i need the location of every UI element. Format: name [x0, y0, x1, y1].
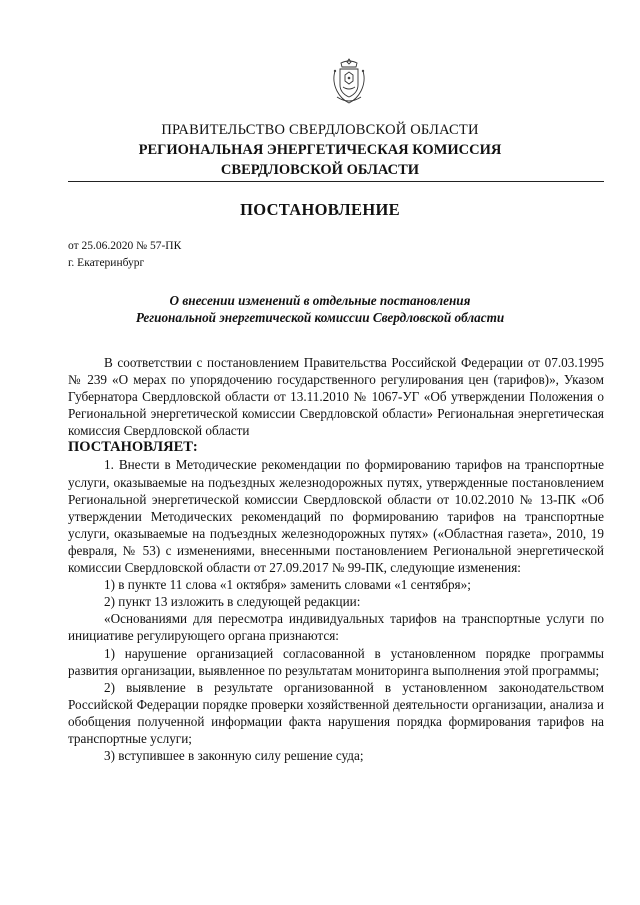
quote-item-1-paragraph: 1) нарушение организацией согласованной в установленном порядке программы развития организации, выявленное по результатам мониторинга выполнения этой программы; [68, 645, 604, 678]
decree-word: ПОСТАНОВЛЯЕТ: [68, 439, 198, 456]
government-name: ПРАВИТЕЛЬСТВО СВЕРДЛОВСКОЙ ОБЛАСТИ [161, 122, 479, 138]
document-date-number: от 25.06.2020 № 57-ПК [68, 240, 182, 252]
subject-line2: Региональной энергетической комиссии Свердловской области [135, 310, 505, 325]
commission-name-line2: СВЕРДЛОВСКОЙ ОБЛАСТИ [220, 162, 420, 178]
quote-item-2-paragraph: 2) выявление в результате организованной в установленном законодательством Российской Федерации порядке проверки хозяйственной деятельности организации, анализа и обобщения полученной информации факта нарушения порядка формирования тарифов на транспортные услуги; [68, 679, 604, 746]
subitem-1-paragraph: 1) в пункте 11 слова «1 октября» заменить словами «1 сентября»; [104, 577, 471, 593]
item-1-paragraph: 1. Внести в Методические рекомендации по формированию тарифов на транспортные услуги, оказываемые на подъездных железнодорожных путях, утвержденные постановлением Региональной энергетической комиссии Свердловской области от 10.02.2010 № 13-ПК «Об утверждении Методических рекомендаций по формированию тарифов на транспортные услуги, оказываемые на подъездных железнодорожных путях» («Областная газета», 2010, 19 февраля, № 53) с изменениями, внесенными постановлением Региональной энергетической комиссии Свердловской области от 27.09.2017 № 99-ПК, следующие изменения: [68, 457, 604, 576]
coat-of-arms-emblem [331, 57, 367, 107]
subject-line1: О внесении изменений в отдельные постановления [169, 293, 471, 308]
document-title: ПОСТАНОВЛЕНИЕ [240, 200, 400, 219]
preamble-paragraph: В соответствии с постановлением Правительства Российской Федерации от 07.03.1995 № 239 «О мерах по упорядочению государственного регулирования цен (тарифов)», Указом Губернатора Свердловской области от 13.11.2010 № 1067-УГ «Об утверждении Положения о Региональной энергетической комиссии Свердловской области» Региональная энергетическая комиссия Свердловской области [68, 355, 604, 439]
commission-name-line1: РЕГИОНАЛЬНАЯ ЭНЕРГЕТИЧЕСКАЯ КОМИССИЯ [138, 142, 502, 158]
quote-intro-paragraph: «Основаниями для пересмотра индивидуальных тарифов на транспортные услуги по инициативе регулирующего органа признаются: [68, 611, 604, 644]
header-divider [68, 181, 604, 182]
document-body [68, 354, 604, 764]
quote-item-3-paragraph: 3) вступившее в законную силу решение суда; [104, 748, 364, 764]
document-city: г. Екатеринбург [68, 257, 145, 269]
subitem-2-paragraph: 2) пункт 13 изложить в следующей редакции: [104, 594, 361, 610]
